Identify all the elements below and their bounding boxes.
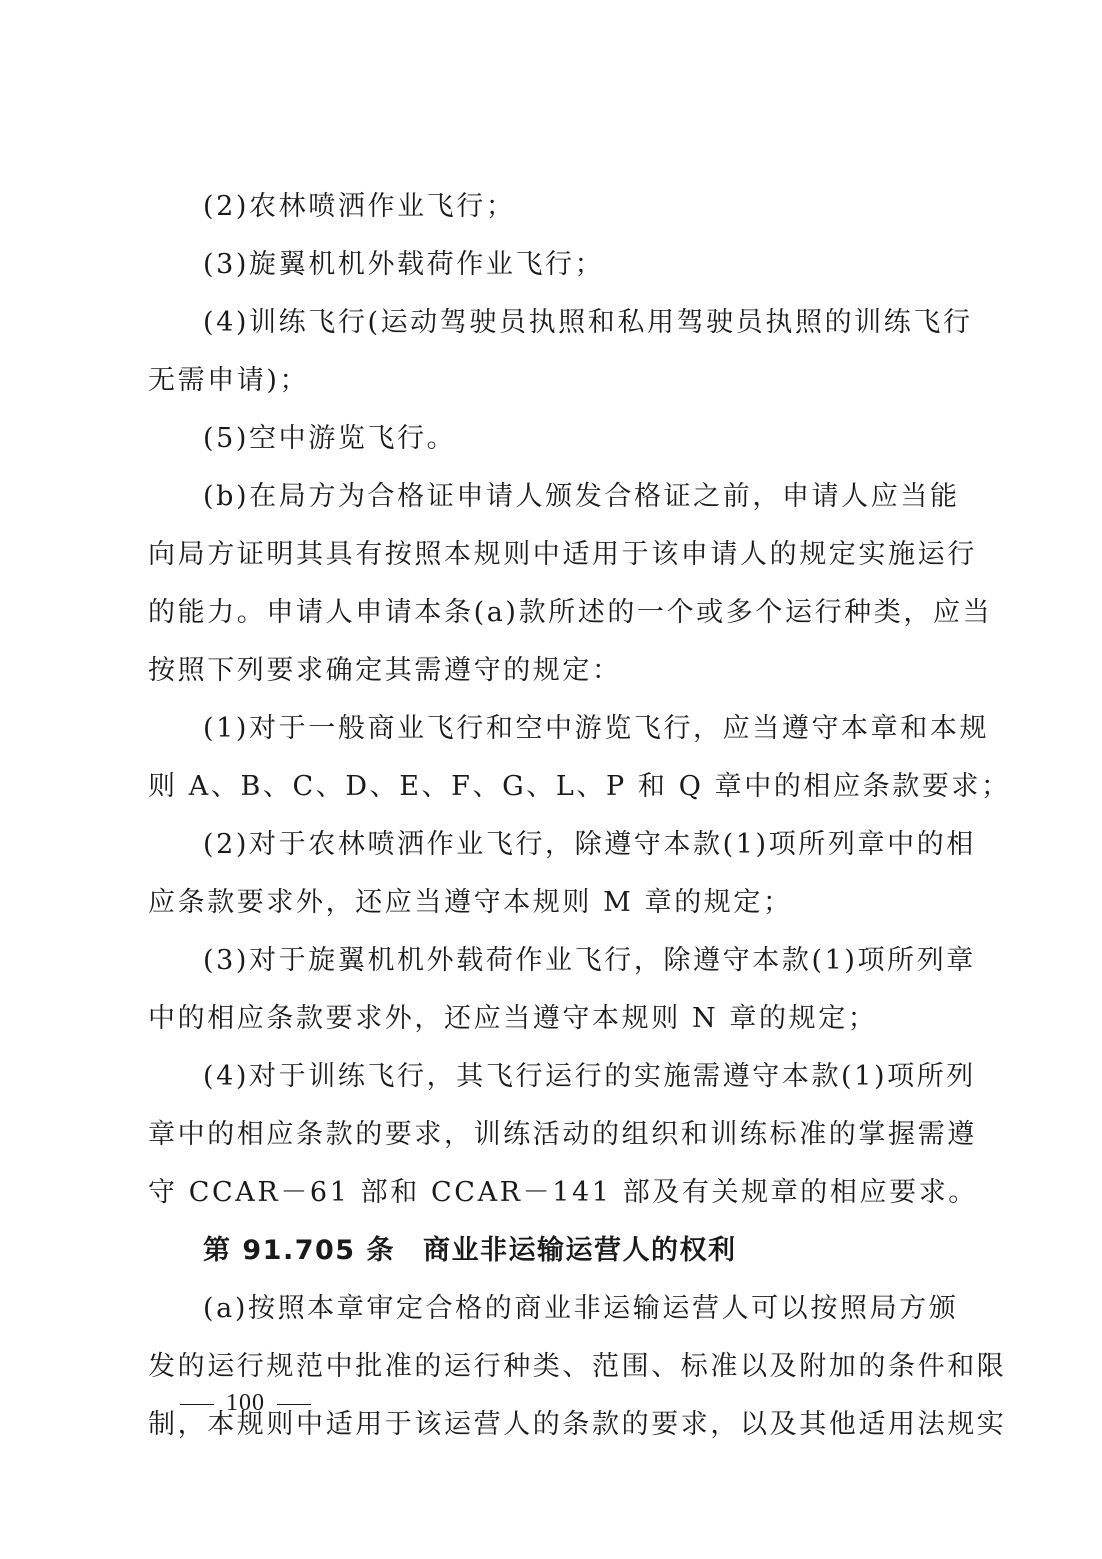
paragraph-line: (3)对于旋翼机机外载荷作业飞行，除遵守本款(1)项所列章 [203,945,976,976]
paragraph-line: (a)按照本章审定合格的商业非运输运营人可以按照局方颁 [203,1293,959,1324]
paragraph-line: (4)对于训练飞行，其飞行运行的实施需遵守本款(1)项所列 [203,1061,976,1092]
paragraph-line: 章中的相应条款的要求，训练活动的组织和训练标准的掌握需遵 [148,1119,977,1150]
page-number: 100 [226,1390,265,1416]
paragraph-line: (4)训练飞行(运动驾驶员执照和私用驾驶员执照的训练飞行 [203,307,973,338]
footer-dash-left [180,1404,214,1406]
section-heading [148,1222,958,1280]
page-footer [168,1387,323,1419]
section-title: 商业非运输运营人的权利 [423,1235,737,1266]
paragraph-line: (5)空中游览飞行。 [203,423,457,454]
paragraph-line: (2)对于农林喷洒作业飞行，除遵守本款(1)项所列章中的相 [203,829,976,860]
paragraph-line: 发的运行规范中批准的运行种类、范围、标准以及附加的条件和限 [148,1351,1007,1382]
paragraph-line: (1)对于一般商业飞行和空中游览飞行，应当遵守本章和本规 [203,713,990,744]
paragraph-line: 中的相应条款要求外，还应当遵守本规则 N 章的规定； [148,1003,878,1034]
paragraph-line: (b)在局方为合格证申请人颁发合格证之前，申请人应当能 [203,481,960,512]
paragraph-line: 制，本规则中适用于该运营人的条款的要求，以及其他适用法规实 [148,1409,1007,1440]
paragraph-line: 应条款要求外，还应当遵守本规则 M 章的规定； [148,887,793,918]
paragraph-line: 的能力。申请人申请本条(a)款所述的一个或多个运行种类，应当 [148,597,993,628]
paragraph-line: 按照下列要求确定其需遵守的规定： [148,655,622,686]
body-text [148,178,1011,1454]
section-number: 第 91.705 条 [203,1235,395,1266]
paragraph-line: (3)旋翼机机外载荷作业飞行； [203,249,605,280]
paragraph-line: 守 CCAR－61 部和 CCAR－141 部及有关规章的相应要求。 [148,1177,978,1208]
paragraph-line: 无需申请)； [148,365,310,396]
paragraph-line: 向局方证明其具有按照本规则中适用于该申请人的规定实施运行 [148,539,977,570]
paragraph-line: (2)农林喷洒作业飞行； [203,191,516,222]
footer-dash-right [277,1404,311,1406]
paragraph-line: 则 A、B、C、D、E、F、G、L、P 和 Q 章中的相应条款要求； [148,771,1011,802]
